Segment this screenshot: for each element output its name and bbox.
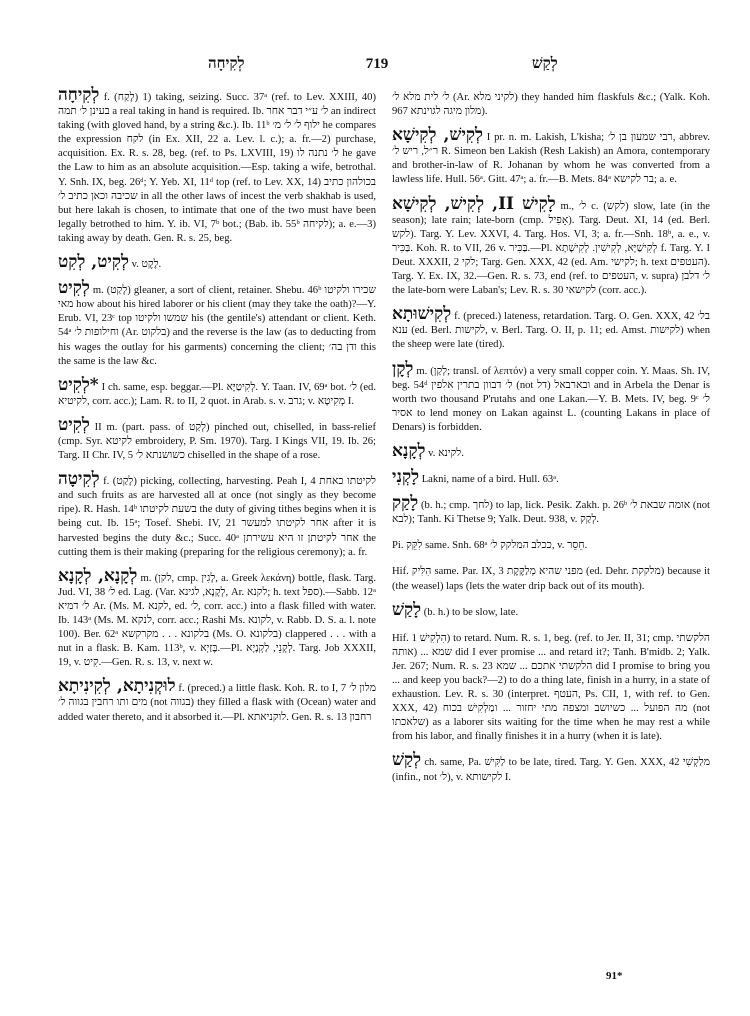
dictionary-entry [392, 599, 710, 620]
entry-headword: לְקִיט [58, 278, 90, 299]
entry-headword: לוּקְנִיתָא, לְקִינִיתָא [58, 676, 176, 697]
entry-definition: II m. (part. pass. of לְקַט) pinched out, chiselled, in bass-relief (cmp. Syr. לקיטא embroidery, P. Sm. 1970). Targ. I Kings VII, 19. Ib. 26; Targ. II Chr. IV, 5 כשושנתא ל׳ chiselled in the shape of a rose. [58, 421, 376, 462]
right-column [392, 88, 710, 794]
entry-definition: v. לֶקֶט. [131, 259, 162, 271]
entry-headword: לְקִישׁ, לְקִישָׁא [392, 125, 483, 146]
left-guide-word: לְקִיחָה [208, 56, 245, 72]
page-number: 719 [365, 56, 389, 72]
entry-definition: Pi. לִקֵּק same. Snh. 68ᵃ ככלב המלקק ל׳, v. חֵסֵר. [392, 540, 588, 552]
entry-definition: m. (לקן, cmp. לָגִין, a. Greek λεκάνη) bottle, flask. Targ. Jud. VI, 38 ל׳ ed. Lag. (Var. לְקָנָא, לגינא, Ar. לקנא; h. text ספל).—Sabb. 12ᵃ ל׳ דמיא Ar. (Ms. M. לקנא, ed. ל׳, corr. acc.) into a flask filled with water. Ib. 143ᵃ (Ms. M. לנקא, corr. acc.; Rashi Ms. לקונא, v. Rabb. D. S. a. l. note 100). Ber. 62ᵃ בלקונא . . . מקרקשא (Ms. O. בלקונא) clappered . . . with a nut in a flask. B. Kam. 113ᵇ, v. בֶּזַיְא.—Pl. לְקָנֵי, לַקְנָיָא. Targ. Job XXXII, 19, v. קִיט.—Gen. R. s. 13, v. next w. [58, 572, 377, 669]
entry-headword: *לְקִיט [58, 374, 99, 395]
entry-headword: לְקִיחָה [58, 85, 100, 105]
right-guide-word: לְקַשׁ [532, 56, 558, 72]
dictionary-entry [58, 414, 376, 463]
entry-definition: (b. h.; cmp. לחך) to lap, lick. Pesik. Zakh. p. 26ᵇ אומה שבאת ל׳ (not לבא); Tanh. Ki Thetse 9; Yalk. Deut. 938, v. לְקַק. [392, 500, 710, 526]
entry-definition: v. לקינא. [428, 447, 464, 459]
entry-headword: לְקִיט, לְקִט [58, 252, 129, 273]
entry-headword: לְקָן [392, 358, 414, 379]
dictionary-entry [392, 440, 710, 461]
dictionary-entry [392, 88, 710, 119]
left-column [58, 85, 377, 734]
dictionary-entry [392, 193, 710, 299]
signature-mark: 91* [606, 970, 623, 982]
entry-headword: לְקָנָא [392, 440, 426, 461]
entry-definition: Hif. הִלְקִישׁ 1) to retard. Num. R. s. 1, beg. (ref. to Jer. II, 31; cmp. הלקשתי אותה) ... שמא did I ever promise ... and retard it?; Tanh. B'midb. 2; Yalk. Jer. 267; Num. R. s. 23 הלקשתי אתכם ... שמא did I promise to bring you ... and keep you back?—2) to do a thing late, finish in a hurry, in a state of exhaustion. Lev. R. s. 30 (interpret. העטף, Ps. CII, 1, with ref. to Gen. XXX, 42) מה הפועל ... כשיושב ומצפה מתי יחזור ... ומַלְקִישׁ בכוח (not שלאכתו) as a laborer sits waiting for the time when he may rest a while from his labor, and finally finishes it in a hurry (when it is late). [392, 632, 711, 743]
dictionary-entry [58, 278, 376, 369]
entry-definition: m. (לְקַן; transl. of λεπτόν) a very small copper coin. Y. Maas. Sh. IV, beg. 54ᵈ ל׳ דבוון בתרין אלפין (not דל) ובארבאל and in Arbela the Denar is worth two thousand P'rutahs and one Lakan.—Y. B. Mets. IV, beg. 9ᶜ ל׳ אסיר to lend money on Lakan against L. (counting Lakans in place of Denars) is forbidden. [392, 365, 710, 433]
entry-headword: לָקִישׁ II, לְקִישׁ, לְקִישָׁא [392, 193, 556, 214]
dictionary-entry [392, 467, 710, 488]
dictionary-entry [392, 125, 711, 187]
entry-headword: לָקַק [392, 493, 419, 514]
entry-headword: לְקִיט [58, 414, 90, 435]
entry-definition: ch. same, Pa. לַקִּישׁ to be late, tired. Targ. Y. Gen. XXX, 42 מלַקְשִׁי (infin., not ל׳), v. לקישותא I. [392, 757, 710, 783]
entry-definition: f. (לָקַט) picking, collecting, harvesting. Peah I, 4 לקיטתו כאחת and such fruits as are harvested all at once (not singly as they become ripe). R. Hash. 14ᵇ בשעת לקיטתו the duty of giving tithes begins when it is being cut. Ib. 15ᵃ; Tosef. Shebi. IV, 21 אחר לקיטתו למעשר after it is harvested begins the duty &c.; Succ. 40ᵃ אחר לקיטתן זו היא עשירתן the cutting them is their making (preparing for the religious ceremony); a. fr. [58, 476, 376, 558]
dictionary-entry [392, 629, 710, 745]
entry-definition: m., ל׳ c. (לקש) slow, late (in the season); late rain; late-born (cmp. אָפִיל). Targ. Deut. XI, 14 (ed. Berl. לקש). Targ. Y. Lev. XXVI, 4. Targ. Hos. VI, 3; a. fr.—Snh. 18ᵇ, a. e., v. בַּכִּיר. Koh. R. to VII, 26 v. בַּכִּיר.—Pl. לְקִישַׁיָּא, לְקִישִׁין. לְקִישָׁתָא f. Targ. Y. I Deut. XXXII, 2 לקי; Targ. Gen. XXX, 42 (ed. Am. לקישי; h. text העטפים). Targ. Y. Ex. IX, 32.—Gen. R. s. 73, end (ref. to העטפים, v. supra) ל׳ דלבן the late-born were Laban's; Lev. R. s. 30 לקישאי (corr. acc.). [392, 200, 710, 297]
entry-definition: Hif. הִלִּיק same. Par. IX, 3 מפני שהיא מְלַקֶּקֶת (ed. Dehr. מלקקת) because it (the weasel) laps (lets the water drip back out of its mouth). [392, 566, 710, 592]
dictionary-entry [392, 304, 711, 352]
entry-definition: f. (לָקַח) 1) taking, seizing. Succ. 37ᵃ (ref. to Lev. XXIII, 40) בעינן ל׳ תמה a real taking in hand is required. Ib. ל׳ ע״י דבר אחר an indirect taking (with gloved hand, by a string &c.). Ib. 11ᵇ ילוף ל׳ ל׳ מ׳ he compares the expression לקח (in Ex. XII, 22 a. Lev. l. c.); a. fr.—2) purchase, acquisition. Ex. R. s. 28, beg. (ref. to Ps. LXVIII, 19) ל׳ נתנה לו he gave the Law to him as an absolute acquisition.—Esp. taking a wife, betrothal. Y. Snh. IX, beg. 26ᵈ; Y. Yeb. XI, 11ᵈ top (ref. to Lev. XX, 14) בכולהון כתיב שכיבה וכאן כתיב ל׳ in all the other laws of incest the verb shakhab is used, but here lakah is chosen, to intimate that one of the two must have been legally betrothed to him. Y. ib. VI, 7ᵇ bot.; (Bab. ib. 55ᵇ לקיחה); a. e.—3) taking away by death. Gen. R. s. 25, beg. [58, 92, 377, 244]
dictionary-entry [392, 536, 710, 553]
entry-definition: ל׳ לית מלא ל׳ (Ar. לקיני מלא) they handed him flaskfuls &c.; (Yalk. Koh. 967 מלון מיגה לגוינתא). [392, 92, 710, 118]
entry-headword: לָקְנִי [392, 467, 420, 488]
entry-headword: לָקַשׁ [392, 599, 422, 620]
entry-definition: f. (preced.) a little flask. Koh. R. to I, 7 מלון ל׳ מים ותו רחבין בגווה ל׳ (not בגווה) they filled a flask with (Ocean) water and added water thereto, and it absorbed it.—Pl. לוקניאתא. Gen. R. s. 13 רחבון [58, 683, 376, 723]
entry-definition: f. (preced.) lateness, retardation. Targ. O. Gen. XXX, 42 בל׳ ענא (ed. Berl. לקישות, v. Berl. Targ. O. II, p. 11; ed. Amst. לקישות) when the sheep were late (tired). [392, 311, 711, 351]
dictionary-entry [58, 469, 376, 560]
entry-definition: m. (לָקַט) gleaner, a sort of client, retainer. Shebu. 46ᵇ שכירו ולקיטו מאי how about his hired laborer or his client (may they take the oath)?—Y. Erub. VI, 23ᶜ top שמשו ולקיטו his (the gentile's) attendant or client. Keth. 54ᵃ וחילופות ל׳ (Ar. בלקוט) and the reverse is the law (as to deducting from his wages the outlay for his garments) concerning the client; ודן בה׳ this the same is the law &c. [58, 285, 376, 367]
dictionary-entry [58, 252, 376, 273]
dictionary-entry [58, 676, 376, 724]
dictionary-entry [58, 374, 376, 409]
dictionary-entry [58, 565, 377, 671]
dictionary-entry [392, 562, 710, 593]
entry-definition: (b. h.) to be slow, late. [423, 606, 519, 618]
dictionary-entry [392, 750, 710, 784]
entry-headword: לְקִיטָה [58, 469, 100, 490]
entry-headword: לְקָנָא, לְקָנָא [58, 565, 138, 586]
entry-definition: I pr. n. m. Lakish, L'kisha; רבי שמעון בן ל׳, abbrev. ר״ל, ריש ל׳ R. Simeon ben Lakish (Resh Lakish) an Amora, contemporary and brother-in-law of R. Johanan by whom he was converted from a lawless life. Hull. 56ᵃ. Gitt. 47ᵃ; a. fr.—B. Mets. 84ᵃ בר לקישא; a. e. [392, 132, 711, 186]
entry-headword: לְקַשׁ [392, 750, 422, 771]
dictionary-entry [58, 85, 377, 246]
entry-headword: לְקִישׁוּתָא [392, 304, 452, 325]
dictionary-entry [392, 358, 710, 435]
dictionary-entry [392, 493, 710, 527]
entry-definition: Lakni, name of a bird. Hull. 63ᵃ. [421, 474, 559, 486]
entry-definition: I ch. same, esp. beggar.—Pl. לְקִיטַיָּא. Y. Taan. IV, 69ᵃ bot. ל׳ (ed. לקיטיא, corr. acc.); Lam. R. to II, 2 quot. in Arab. s. v. גרב; v. מְקִיטָא I. [58, 381, 376, 407]
